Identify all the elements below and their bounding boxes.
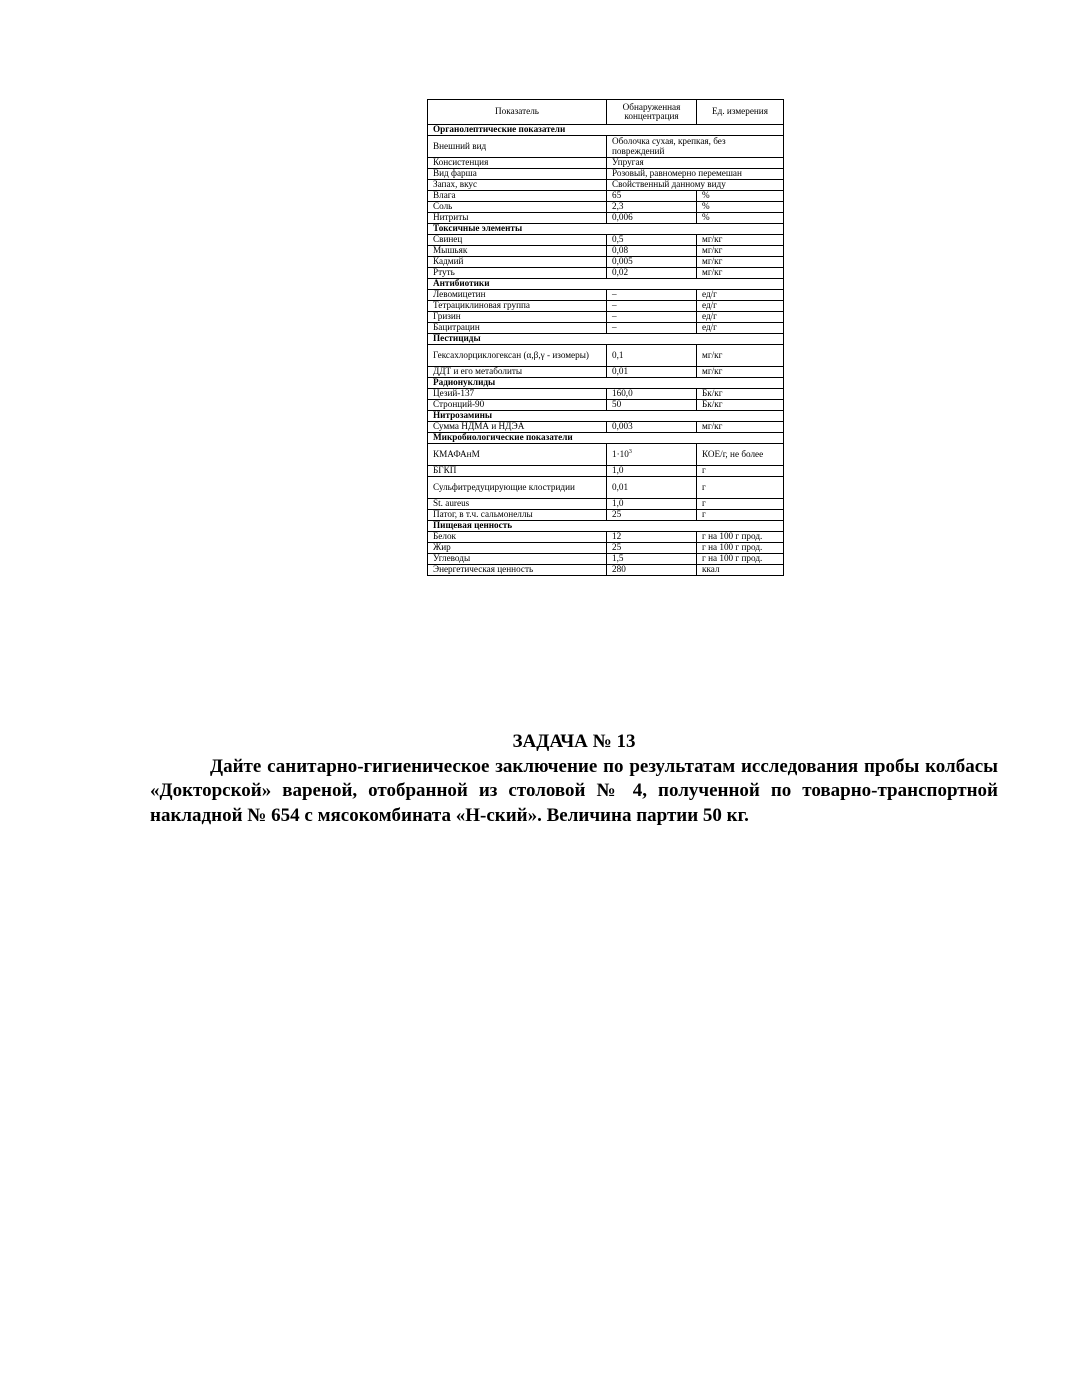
section-row xyxy=(428,125,784,136)
table-row xyxy=(428,180,784,191)
value-cell: 1,0 xyxy=(607,466,697,477)
indicator-cell: Левомицетин xyxy=(428,290,607,301)
unit-cell: ккал xyxy=(697,565,784,576)
indicator-cell: Мышьяк xyxy=(428,246,607,257)
unit-cell: ед/г xyxy=(697,301,784,312)
indicator-cell: Консистенция xyxy=(428,158,607,169)
table-row xyxy=(428,191,784,202)
unit-cell: Бк/кг xyxy=(697,389,784,400)
unit-cell: Бк/кг xyxy=(697,400,784,411)
section-row xyxy=(428,334,784,345)
indicator-cell: Жир xyxy=(428,543,607,554)
section-row xyxy=(428,433,784,444)
table-row xyxy=(428,246,784,257)
value-cell: 0,5 xyxy=(607,235,697,246)
value-cell: 12 xyxy=(607,532,697,543)
unit-cell: мг/кг xyxy=(697,345,784,367)
table-row xyxy=(428,158,784,169)
indicator-cell: КМАФАнМ xyxy=(428,444,607,466)
value-cell: 1,0 xyxy=(607,499,697,510)
unit-cell: г на 100 г прод. xyxy=(697,532,784,543)
value-cell: Розовый, равномерно перемешан xyxy=(607,169,784,180)
indicator-cell: Углеводы xyxy=(428,554,607,565)
indicator-cell: Стронций-90 xyxy=(428,400,607,411)
indicator-cell: ДДТ и его метаболиты xyxy=(428,367,607,378)
table-row xyxy=(428,257,784,268)
unit-cell: КОЕ/г, не более xyxy=(697,444,784,466)
unit-cell: г на 100 г прод. xyxy=(697,543,784,554)
value-cell: Упругая xyxy=(607,158,784,169)
unit-cell: ед/г xyxy=(697,312,784,323)
unit-cell: мг/кг xyxy=(697,268,784,279)
table-row xyxy=(428,532,784,543)
results-table xyxy=(427,99,784,576)
value-cell: 0,005 xyxy=(607,257,697,268)
section-title: Пестициды xyxy=(428,334,784,345)
unit-cell: мг/кг xyxy=(697,257,784,268)
value-cell: 0,08 xyxy=(607,246,697,257)
table-row xyxy=(428,554,784,565)
table-row xyxy=(428,543,784,554)
indicator-cell: БГКП xyxy=(428,466,607,477)
unit-cell: г xyxy=(697,477,784,499)
unit-cell: % xyxy=(697,191,784,202)
table-row xyxy=(428,136,784,158)
unit-cell: ед/г xyxy=(697,323,784,334)
table-row xyxy=(428,477,784,499)
indicator-cell: Цезий-137 xyxy=(428,389,607,400)
indicator-cell: Вид фарша xyxy=(428,169,607,180)
table-row xyxy=(428,400,784,411)
table-row xyxy=(428,444,784,466)
value-cell: – xyxy=(607,323,697,334)
unit-cell: г на 100 г прод. xyxy=(697,554,784,565)
indicator-cell: Тетрациклиновая группа xyxy=(428,301,607,312)
indicator-cell: Свинец xyxy=(428,235,607,246)
section-title: Микробиологические показатели xyxy=(428,433,784,444)
value-cell: 0,01 xyxy=(607,477,697,499)
unit-cell: мг/кг xyxy=(697,246,784,257)
value-cell: 160,0 xyxy=(607,389,697,400)
unit-cell: мг/кг xyxy=(697,235,784,246)
unit-cell: г xyxy=(697,510,784,521)
value-cell: 25 xyxy=(607,543,697,554)
indicator-cell: Влага xyxy=(428,191,607,202)
value-cell: 280 xyxy=(607,565,697,576)
value-cell: 25 xyxy=(607,510,697,521)
section-title: Пищевая ценность xyxy=(428,521,784,532)
value-cell: 2,3 xyxy=(607,202,697,213)
indicator-cell: Гексахлорциклогексан (α,β,γ - изомеры) xyxy=(428,345,607,367)
section-title: Нитрозамины xyxy=(428,411,784,422)
table-row xyxy=(428,213,784,224)
section-title: Радионуклиды xyxy=(428,378,784,389)
task-block xyxy=(150,730,998,828)
indicator-cell: Соль xyxy=(428,202,607,213)
table-row xyxy=(428,422,784,433)
table-row xyxy=(428,389,784,400)
indicator-cell: St. aureus xyxy=(428,499,607,510)
value-cell: 0,006 xyxy=(607,213,697,224)
indicator-cell: Патог, в т.ч. сальмонеллы xyxy=(428,510,607,521)
value-cell: 0,003 xyxy=(607,422,697,433)
value-cell: 50 xyxy=(607,400,697,411)
section-row xyxy=(428,521,784,532)
indicator-cell: Сульфитредуцирующие клостридии xyxy=(428,477,607,499)
value-cell: 0,02 xyxy=(607,268,697,279)
unit-cell: г xyxy=(697,499,784,510)
value-cell: Оболочка сухая, крепкая, без повреждений xyxy=(607,136,784,158)
section-row xyxy=(428,279,784,290)
table-row xyxy=(428,169,784,180)
indicator-cell: Запах, вкус xyxy=(428,180,607,191)
indicator-cell: Ртуть xyxy=(428,268,607,279)
value-cell: 0,01 xyxy=(607,367,697,378)
value-cell: – xyxy=(607,301,697,312)
table-row xyxy=(428,301,784,312)
indicator-cell: Белок xyxy=(428,532,607,543)
value-cell: 0,1 xyxy=(607,345,697,367)
value-exponent: 3 xyxy=(628,449,632,456)
header-indicator: Показатель xyxy=(428,100,607,125)
task-text: Дайте санитарно-гигиеническое заключение по результатам исследования пробы колбасы «Докторской» вареной, отобранной из столовой № 4, полученной по товарно-транспортной накладной № 654 с мясокомбината «Н-ский». Величина партии 50 кг. xyxy=(150,755,998,826)
unit-cell: ед/г xyxy=(697,290,784,301)
value-cell: – xyxy=(607,312,697,323)
indicator-cell: Кадмий xyxy=(428,257,607,268)
table-row xyxy=(428,202,784,213)
section-row xyxy=(428,224,784,235)
header-unit: Ед. измерения xyxy=(697,100,784,125)
value-cell: Свойственный данному виду xyxy=(607,180,784,191)
table-header-row xyxy=(428,100,784,125)
indicator-cell: Внешний вид xyxy=(428,136,607,158)
value-cell: 65 xyxy=(607,191,697,202)
value-cell xyxy=(607,444,697,466)
section-title: Антибиотики xyxy=(428,279,784,290)
table-row xyxy=(428,510,784,521)
table-row xyxy=(428,290,784,301)
indicator-cell: Гризин xyxy=(428,312,607,323)
task-title: ЗАДАЧА № 13 xyxy=(512,731,636,752)
indicator-cell: Нитриты xyxy=(428,213,607,224)
indicator-cell: Бацитрацин xyxy=(428,323,607,334)
table-row xyxy=(428,466,784,477)
indicator-cell: Сумма НДМА и НДЭА xyxy=(428,422,607,433)
value-cell: – xyxy=(607,290,697,301)
unit-cell: % xyxy=(697,213,784,224)
unit-cell: мг/кг xyxy=(697,422,784,433)
section-row xyxy=(428,378,784,389)
unit-cell: мг/кг xyxy=(697,367,784,378)
indicator-cell: Энергетическая ценность xyxy=(428,565,607,576)
table-row xyxy=(428,367,784,378)
table-row xyxy=(428,235,784,246)
value-cell: 1,5 xyxy=(607,554,697,565)
header-concentration: Обнаруженная концентрация xyxy=(607,100,697,125)
table-row xyxy=(428,312,784,323)
section-title: Органолептические показатели xyxy=(428,125,784,136)
section-title: Токсичные элементы xyxy=(428,224,784,235)
value-base: 1·10 xyxy=(612,449,629,460)
table-row xyxy=(428,499,784,510)
table-row xyxy=(428,323,784,334)
table-row xyxy=(428,345,784,367)
unit-cell: % xyxy=(697,202,784,213)
section-row xyxy=(428,411,784,422)
unit-cell: г xyxy=(697,466,784,477)
table-row xyxy=(428,565,784,576)
table-row xyxy=(428,268,784,279)
